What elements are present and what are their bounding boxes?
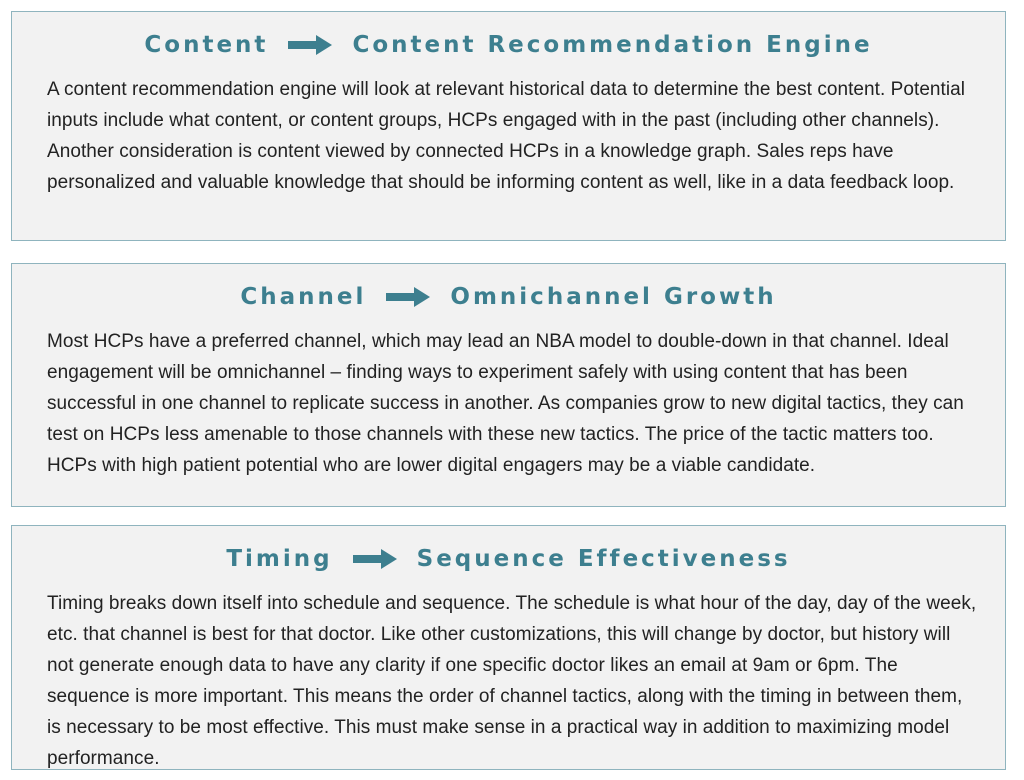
heading-from-label: Channel: [240, 284, 367, 310]
heading-to-label: Sequence Effectiveness: [416, 546, 791, 572]
content-section-card: [11, 11, 1006, 241]
section-heading: [12, 30, 1005, 60]
channel-section-card: [11, 263, 1006, 507]
right-arrow-icon: [288, 35, 332, 55]
section-heading: [12, 544, 1005, 574]
heading-to-label: Omnichannel Growth: [450, 284, 777, 310]
section-body-text: A content recommendation engine will look at relevant historical data to determine the best content. Potential inputs include what content, or content groups, HCPs engaged with in the past (including other channels). Another consideration is content viewed by connected HCPs in a knowledge graph. Sales reps have personalized and valuable knowledge that should be informing content as well, like in a data feedback loop.: [47, 79, 966, 193]
section-heading: [12, 282, 1005, 312]
right-arrow-icon: [353, 549, 397, 569]
heading-from-label: Content: [144, 32, 269, 58]
right-arrow-icon: [386, 287, 430, 307]
section-body-text: Timing breaks down itself into schedule and sequence. The schedule is what hour of the day, day of the week, etc. that channel is best for that doctor. Like other customizations, this will change by doctor, but history will not generate enough data to have any clarity if one specific doctor likes an email at 9am or 6pm. The sequence is more important. This means the order of channel tactics, along with the timing in between them, is necessary to be most effective. This must make sense in a practical way in addition to maximizing model performance.: [47, 593, 977, 769]
section-body-text: Most HCPs have a preferred channel, which may lead an NBA model to double-down in that channel. Ideal engagement will be omnichannel – finding ways to experiment safely with using content that has been successful in one channel to replicate success in another. As companies grow to new digital tactics, they can test on HCPs less amenable to those channels with these new tactics. The price of the tactic matters too. HCPs with high patient potential who are lower digital engagers may be a viable candidate.: [47, 331, 964, 476]
timing-section-card: [11, 525, 1006, 770]
heading-from-label: Timing: [226, 546, 333, 572]
heading-to-label: Content Recommendation Engine: [352, 32, 873, 58]
